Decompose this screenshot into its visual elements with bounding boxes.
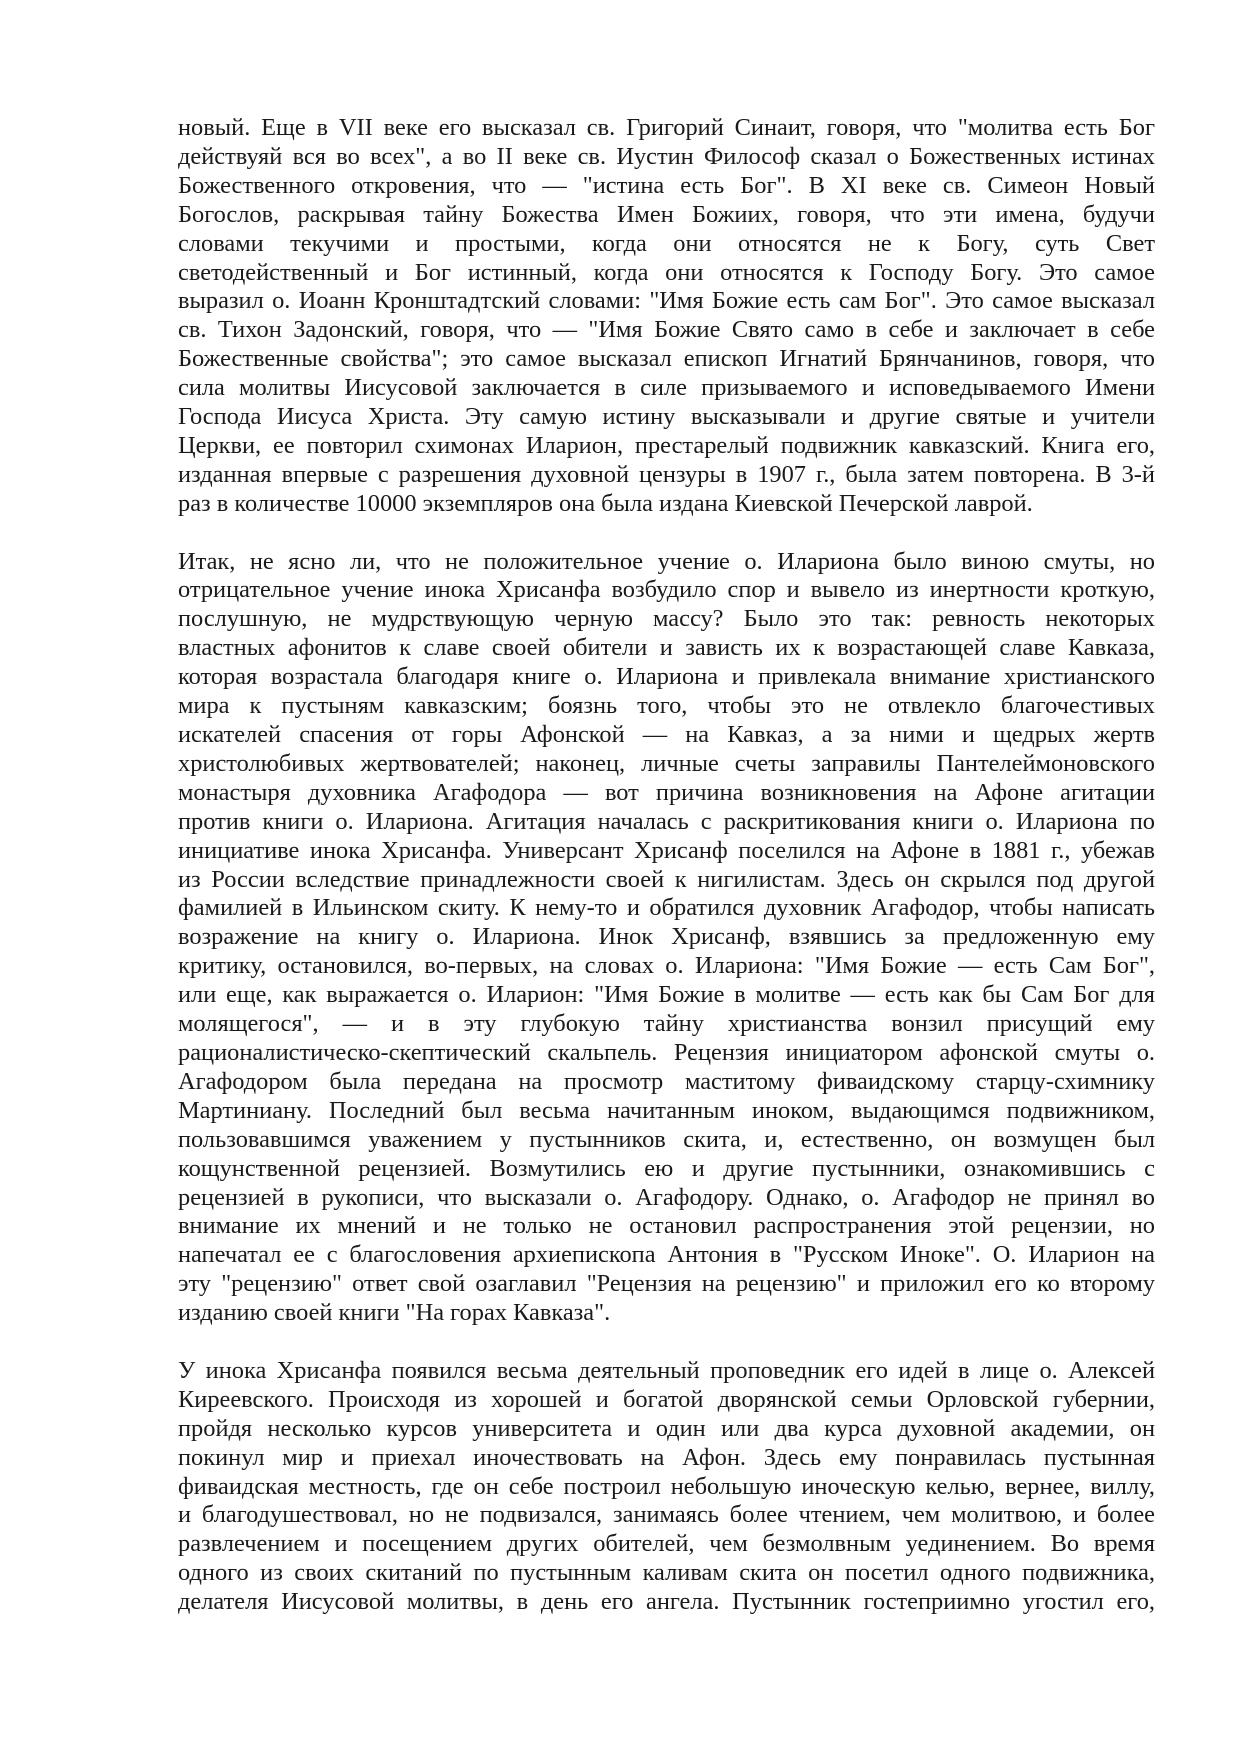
text-line: развлечением и посещением других обителей, чем безмолвным уединением. Во время [178, 1530, 1155, 1558]
paragraph-3 [178, 1357, 1155, 1617]
text-line: Агафодором была передана на просмотр маститому фиваидскому старцу-схимнику [178, 1067, 1155, 1095]
paragraph-2 [178, 548, 1155, 1328]
text-line: сила молитвы Иисусовой заключается в силе призываемого и исповедываемого Имени [178, 374, 1155, 402]
paragraph-1 [178, 114, 1155, 519]
text-line: делателя Иисусовой молитвы, в день его ангела. Пустынник гостеприимно угостил его, [178, 1588, 1155, 1616]
text-line: У инока Хрисанфа появился весьма деятельный проповедник его идей в лице о. Алексей [178, 1356, 1155, 1384]
text-line: мира к пустыням кавказским; боязнь того, чтобы это не отвлекло благочестивых [178, 692, 1155, 720]
text-line: действуяй вся во всех", а во II веке св. Иустин Философ сказал о Божественных истинах [178, 142, 1155, 170]
text-line: властных афонитов к славе своей обители и зависть их к возрастающей славе Кавказа, [178, 634, 1155, 662]
text-line: рецензией в рукописи, что высказали о. Агафодору. Однако, о. Агафодор не принял во [178, 1183, 1155, 1211]
text-line: фамилией в Ильинском скиту. К нему-то и обратился духовник Агафодор, чтобы написать [178, 894, 1155, 922]
text-line: послушную, не мудрствующую черную массу? Было это так: ревность некоторых [178, 605, 1155, 633]
text-line: молящегося", — и в эту глубокую тайну христианства вонзил присущий ему [178, 1010, 1155, 1038]
text-line: из России вследствие принадлежности своей к нигилистам. Здесь он скрылся под другой [178, 865, 1155, 893]
text-line: пройдя несколько курсов университета и один или два курса духовной академии, он [178, 1414, 1155, 1442]
text-line: напечатал ее с благословения архиепископа Антония в "Русском Иноке". О. Иларион на [178, 1241, 1155, 1269]
text-line: Итак, не ясно ли, что не положительное учение о. Илариона было виною смуты, но [178, 547, 1155, 575]
text-line: критику, остановился, во-первых, на словах о. Илариона: "Имя Божие — есть Сам Бог", [178, 952, 1155, 980]
text-line: Богослов, раскрывая тайну Божества Имен Божиих, говоря, что эти имена, будучи [178, 200, 1155, 228]
text-line: и благодушествовал, но не подвизался, занимаясь более чтением, чем молитвою, и более [178, 1501, 1155, 1529]
text-line: монастыря духовника Агафодора — вот причина возникновения на Афоне агитации [178, 778, 1155, 806]
text-line: выразил о. Иоанн Кронштадтский словами: "Имя Божие есть сам Бог". Это самое высказал [178, 287, 1155, 315]
text-line: рационалистическо-скептический скальпель. Рецензия инициатором афонской смуты о. [178, 1038, 1155, 1066]
text-line: возражение на книгу о. Илариона. Инок Хрисанф, взявшись за предложенную ему [178, 923, 1155, 951]
text-line: Господа Иисуса Христа. Эту самую истину высказывали и другие святые и учители [178, 403, 1155, 431]
text-line: покинул мир и приехал иночествовать на Афон. Здесь ему понравилась пустынная [178, 1443, 1155, 1471]
text-line: изданная впервые с разрешения духовной цензуры в 1907 г., была затем повторена. В 3-й [178, 460, 1155, 488]
text-line: или еще, как выражается о. Иларион: "Имя Божие в молитве — есть как бы Сам Бог для [178, 981, 1155, 1009]
text-line: пользовавшимся уважением у пустынников скита, и, естественно, он возмущен был [178, 1125, 1155, 1153]
text-line: против книги о. Илариона. Агитация началась с раскритикования книги о. Илариона по [178, 807, 1155, 835]
text-line: внимание их мнений и не только не остановил распространения этой рецензии, но [178, 1212, 1155, 1240]
text-line: светодейственный и Бог истинный, когда они относятся к Господу Богу. Это самое [178, 258, 1155, 286]
document-page [178, 114, 1155, 1646]
text-line: которая возрастала благодаря книге о. Илариона и привлекала внимание христианского [178, 663, 1155, 691]
text-line: одного из своих скитаний по пустынным каливам скита он посетил одного подвижника, [178, 1559, 1155, 1587]
text-line: новый. Еще в VII веке его высказал св. Григорий Синаит, говоря, что "молитва есть Бог [178, 114, 1155, 141]
text-line: Божественные свойства"; это самое высказал епископ Игнатий Брянчанинов, говоря, что [178, 345, 1155, 373]
text-line: Божественного откровения, что — "истина есть Бог". В XI веке св. Симеон Новый [178, 171, 1155, 199]
text-line: словами текучими и простыми, когда они относятся не к Богу, суть Свет [178, 229, 1155, 257]
text-line: св. Тихон Задонский, говоря, что — "Имя Божие Свято само в себе и заключает в себе [178, 316, 1155, 344]
text-line: кощунственной рецензией. Возмутились ею и другие пустынники, ознакомившись с [178, 1154, 1155, 1182]
text-line: Мартиниану. Последний был весьма начитанным иноком, выдающимся подвижником, [178, 1096, 1155, 1124]
text-line: раз в количестве 10000 экземпляров она была издана Киевской Печерской лаврой. [178, 489, 1033, 517]
text-line: отрицательное учение инока Хрисанфа возбудило спор и вывело из инертности кроткую, [178, 576, 1155, 604]
text-line: Церкви, ее повторил схимонах Иларион, престарелый подвижник кавказский. Книга его, [178, 431, 1155, 459]
text-line: Киреевского. Происходя из хорошей и богатой дворянской семьи Орловской губернии, [178, 1385, 1155, 1413]
text-line: инициативе инока Хрисанфа. Универсант Хрисанф поселился на Афоне в 1881 г., убежав [178, 836, 1155, 864]
text-line: фиваидская местность, где он себе построил небольшую иноческую келью, вернее, виллу, [178, 1472, 1155, 1500]
text-line: христолюбивых жертвователей; наконец, личные счеты заправилы Пантелеймоновского [178, 749, 1155, 777]
text-line: изданию своей книги "На горах Кавказа". [178, 1299, 611, 1327]
text-line: эту "рецензию" ответ свой озаглавил "Рецензия на рецензию" и приложил его ко второму [178, 1270, 1155, 1298]
text-line: искателей спасения от горы Афонской — на Кавказ, а за ними и щедрых жертв [178, 721, 1155, 749]
